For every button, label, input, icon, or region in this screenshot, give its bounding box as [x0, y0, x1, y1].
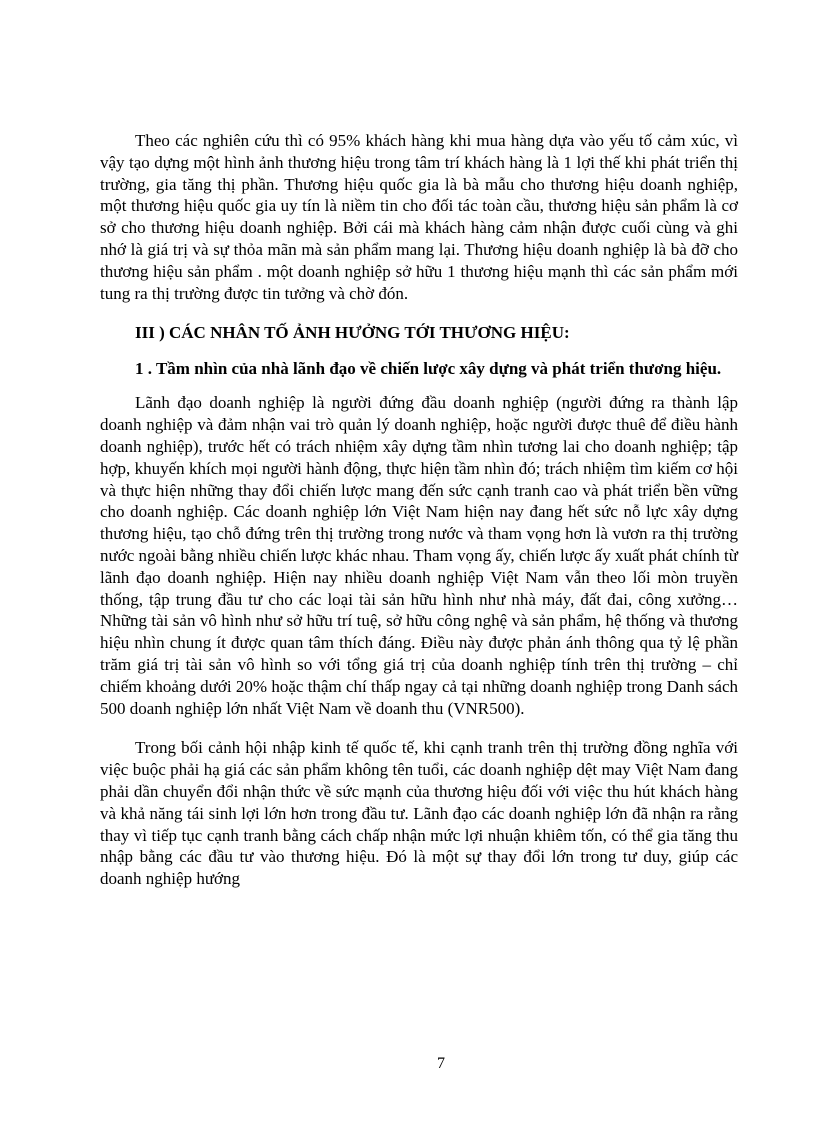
body-paragraph: [100, 130, 738, 304]
page-number: [0, 1055, 816, 1073]
page-content: [100, 130, 738, 890]
subsection-heading: 1 . Tầm nhìn của nhà lãnh đạo về chiến lược xây dựng và phát triển thương hiệu.: [135, 359, 722, 379]
page-number-text: 7: [437, 1055, 445, 1072]
paragraph-text: Theo các nghiên cứu thì có 95% khách hàng khi mua hàng dựa vào yếu tố cảm xúc, vì vậy tạo dựng một hình ảnh thương hiệu trong tâm trí khách hàng là 1 lợi thế khi phát triển thị trường, gia tăng thị phần. Thương hiệu quốc gia là bà mẫu cho thương hiệu doanh nghiệp, một thương hiệu quốc gia uy tín là niềm tin cho đối tác toàn cầu, thương hiệu sản phẩm là cơ sở cho thương hiệu doanh nghiệp. Bởi cái mà khách hàng cảm nhận được cuối cùng và ghi nhớ là giá trị và sự thỏa mãn mà sản phẩm mang lại. Thương hiệu doanh nghiệp là bà đỡ cho thương hiệu sản phẩm . một doanh nghiệp sở hữu 1 thương hiệu mạnh thì các sản phẩm mới tung ra thị trường được tin tưởng và chờ đón.: [100, 131, 738, 303]
body-paragraph: Lãnh đạo doanh nghiệp là người đứng đầu doanh nghiệp (người đứng ra thành lập doanh nghiệp và đảm nhận vai trò quản lý doanh nghiệp, hoặc người được thuê để điều hành doanh nghiệp), trước hết có trách nhiệm xây dựng tầm nhìn tương lai cho doanh nghiệp; tập hợp, khuyến khích mọi người hành động, thực hiện tầm nhìn đó; trách nhiệm tìm kiếm cơ hội và thực hiện những thay đổi chiến lược mang đến sức cạnh tranh cao và phát triển bền vững cho doanh nghiệp. Các doanh nghiệp lớn Việt Nam hiện nay đang hết sức nỗ lực xây dựng thương hiệu, tạo chỗ đứng trên thị trường trong nước và tham vọng hơn là vươn ra thị trường nước ngoài bằng nhiều chiến lược khác nhau. Tham vọng ấy, chiến lược ấy xuất phát chính từ lãnh đạo doanh nghiệp. Hiện nay nhiều doanh nghiệp Việt Nam vẫn theo lối mòn truyền thống, tập trung đầu tư cho các loại tài sản hữu hình như nhà máy, đất đai, công xưởng…Những tài sản vô hình như sở hữu trí tuệ, sở hữu công nghệ và sản phẩm, hệ thống và thương hiệu nhìn chung ít được quan tâm thích đáng. Điều này được phản ánh thông qua tỷ lệ phần trăm giá trị tài sản vô hình so với tổng giá trị của doanh nghiệp tính trên thị trường – chỉ chiếm khoảng dưới 20% hoặc thậm chí thấp ngay cả tại những doanh nghiệp trong Danh sách 500 doanh nghiệp lớn nhất Việt Nam về doanh thu (VNR500).: [100, 393, 738, 718]
body-paragraph: Trong bối cảnh hội nhập kinh tế quốc tế, khi cạnh tranh trên thị trường đồng nghĩa với việc buộc phải hạ giá các sản phẩm không tên tuổi, các doanh nghiệp dệt may Việt Nam đang phải dần chuyển đổi nhận thức về sức mạnh của thương hiệu đối với việc thu hút khách hàng và khả năng tái sinh lợi lớn hơn trong đầu tư. Lãnh đạo các doanh nghiệp lớn đã nhận ra rằng thay vì tiếp tục cạnh tranh bằng cách chấp nhận mức lợi nhuận khiêm tốn, có thể gia tăng thu nhập bằng các đầu tư vào thương hiệu. Đó là một sự thay đổi lớn trong tư duy, giúp các doanh nghiệp hướng: [100, 738, 738, 889]
section-heading: III ) CÁC NHÂN TỐ ẢNH HƯỞNG TỚI THƯƠNG HIỆU:: [135, 323, 570, 343]
